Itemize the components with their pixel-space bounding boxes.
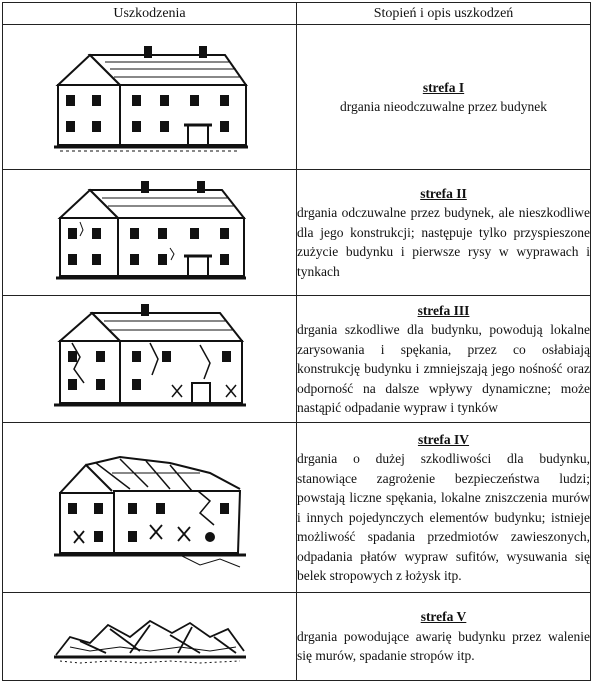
description-cell — [297, 593, 591, 681]
building-collapsed-icon — [50, 607, 250, 667]
zone-label: strefa III — [417, 302, 470, 318]
zone-label: strefa I — [422, 79, 465, 95]
zone-description: drgania nieodczuwalne przez budynek — [339, 99, 548, 114]
building-cracked-icon — [50, 303, 250, 415]
table-row — [3, 593, 591, 681]
header-description: Stopień i opis uszkodzeń — [297, 3, 591, 25]
header-row — [3, 3, 591, 25]
header-damage: Uszkodzenia — [3, 3, 297, 25]
illustration-cell — [3, 170, 297, 296]
description-cell — [297, 296, 591, 423]
building-intact-icon — [50, 37, 250, 157]
illustration-cell — [3, 593, 297, 681]
zone-label: strefa II — [420, 185, 467, 201]
description-cell — [297, 25, 591, 170]
illustration-cell — [3, 296, 297, 423]
table-row — [3, 296, 591, 423]
zone-label: strefa V — [420, 609, 467, 625]
zone-description: drgania powodujące awarię budynku przez walenie się murów, spadanie stropów itp. — [297, 628, 590, 664]
table-row — [3, 170, 591, 296]
description-cell — [297, 170, 591, 296]
table-row — [3, 25, 591, 170]
table-row — [3, 423, 591, 593]
building-minor-cracks-icon — [50, 178, 250, 288]
damage-table — [2, 2, 591, 681]
zone-description: drgania szkodliwe dla budynku, powodują lokalne zarysowania i spękania, przez co osłabiają konstrukcję budynku i zmniejszają jego nośność oraz odporność na dalsze wpływy dynamiczne; może nastąpić odpadanie wypraw i tynków — [297, 322, 590, 415]
building-damaged-icon — [50, 443, 250, 573]
illustration-cell — [3, 423, 297, 593]
zone-description: drgania odczuwalne przez budynek, ale nieszkodliwe dla jego konstrukcji; następuje tylko przyspieszone zużycie budynku i pierwsze rysy w wyprawach i tynkach — [297, 205, 590, 279]
illustration-cell — [3, 25, 297, 170]
description-cell — [297, 423, 591, 593]
zone-description: drgania o dużej szkodliwości dla budynku, stanowiące zagrożenie bezpieczeństwa ludzi; powstają liczne spękania, lokalne zniszczenia murów i innych pojedynczych elementów budynku; istnieje możliwość spadania przedmiotów zawieszonych, odpadania płatów wypraw sufitów, wysuwania się belek stropowych z łożysk itp. — [297, 451, 590, 583]
zone-label: strefa IV — [417, 431, 470, 447]
